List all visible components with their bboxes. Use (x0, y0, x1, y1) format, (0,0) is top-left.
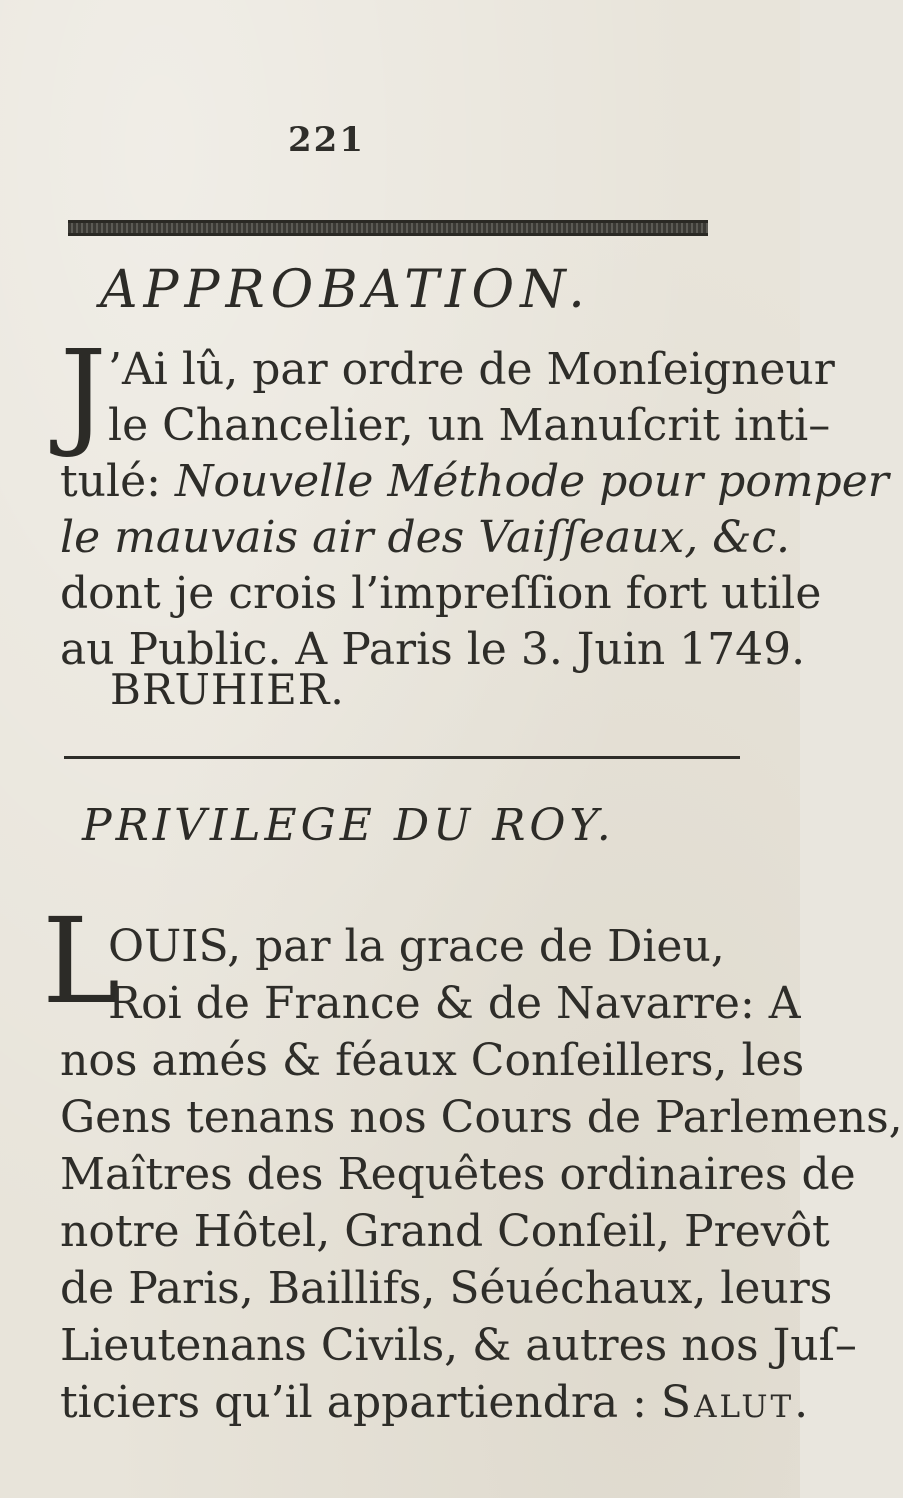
salut-word: Salut. (660, 1377, 812, 1428)
privilege-line: Gens tenans nos Cours de Parlemens, (60, 1092, 903, 1143)
approbation-line (60, 510, 791, 566)
approbation-line: ’Ai lû, par ordre de Monſeigneur (108, 344, 835, 395)
privilege-line (60, 1374, 812, 1431)
approbation-drop-cap: J (60, 326, 107, 461)
privilege-drop-cap: L (42, 892, 121, 1030)
approbation-line: dont je crois l’impreſſion fort utile (60, 568, 822, 619)
approbation-signature: BRUHIER. (110, 665, 345, 714)
privilege-line-part: ticiers qu’il appartiendra : (60, 1377, 661, 1428)
approbation-work-title-cont: le mauvais air des Vaiſſeaux, &c. (60, 512, 791, 563)
ornamental-rule (68, 220, 708, 236)
approbation-line-part: tulé: (60, 456, 175, 507)
privilege-line: Lieutenans Civils, & autres nos Juſ– (60, 1320, 857, 1371)
privilege-line: nos amés & féaux Conſeillers, les (60, 1035, 805, 1086)
approbation-work-title: Nouvelle Méthode pour pomper (174, 456, 889, 507)
approbation-line (60, 454, 889, 510)
approbation-line: au Public. A Paris le 3. Juin 1749. (60, 624, 806, 675)
section-divider (64, 756, 740, 759)
page-number: 221 (288, 120, 365, 160)
privilege-line: Maîtres des Requêtes ordinaires de (60, 1149, 856, 1200)
privilege-title: PRIVILEGE DU ROY. (82, 800, 615, 851)
privilege-body (60, 918, 903, 1431)
privilege-line: OUIS, par la grace de Dieu, (108, 921, 725, 972)
privilege-line: de Paris, Baillifs, Séuéchaux, leurs (60, 1263, 833, 1314)
approbation-body (60, 342, 889, 678)
privilege-line: Roi de France & de Navarre: A (108, 978, 801, 1029)
approbation-line: le Chancelier, un Manuſcrit inti– (108, 400, 831, 451)
privilege-line: notre Hôtel, Grand Conſeil, Prevôt (60, 1206, 830, 1257)
approbation-title: APPROBATION. (100, 260, 591, 320)
